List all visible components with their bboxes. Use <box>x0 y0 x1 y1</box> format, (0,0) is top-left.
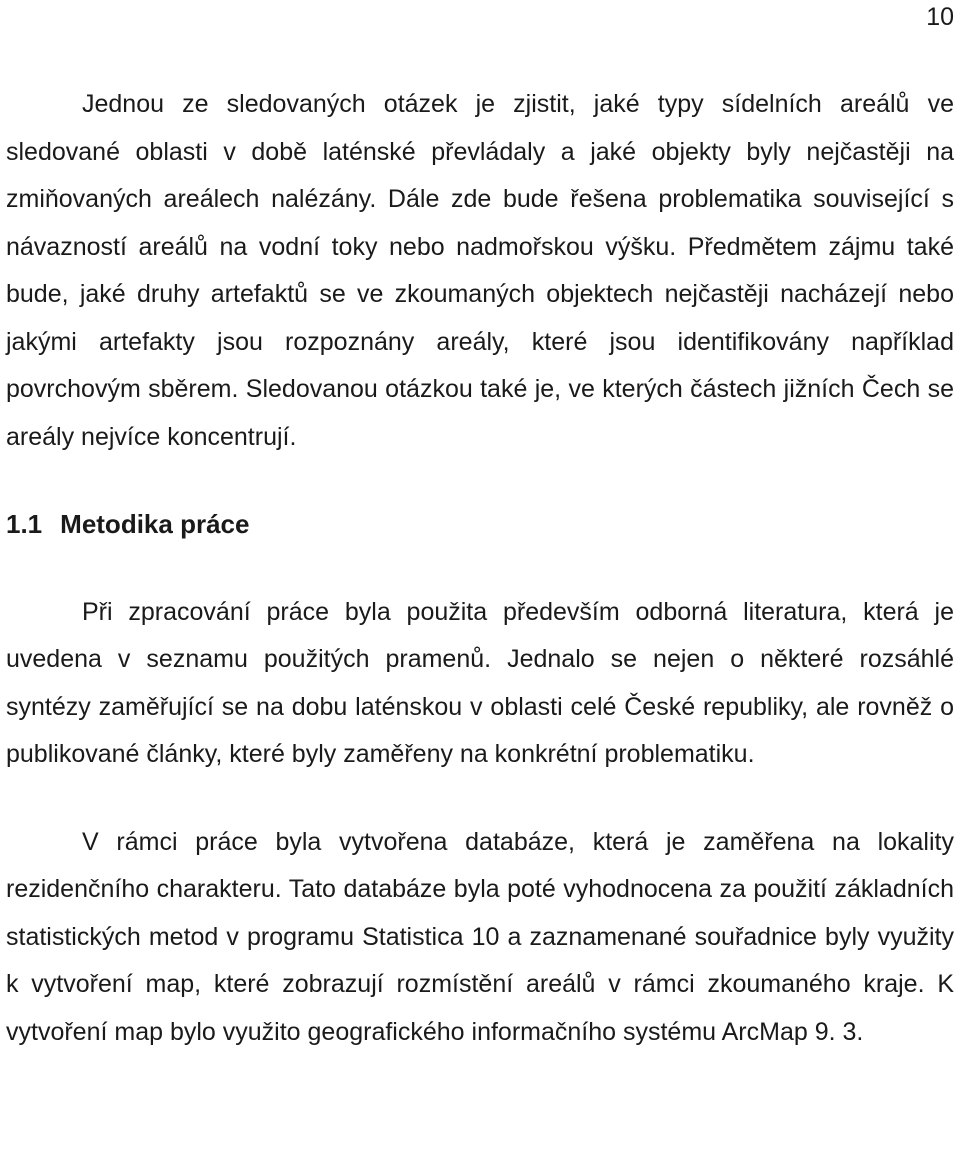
paragraph-spacer <box>6 461 954 501</box>
section-title: Metodika práce <box>60 509 250 539</box>
section-heading <box>6 501 954 549</box>
paragraph-spacer <box>6 549 954 589</box>
document-body <box>6 81 954 1056</box>
paragraph-method-database: V rámci práce byla vytvořena databáze, která je zaměřena na lokality rezidenčního charakteru. Tato databáze byla poté vyhodnocena za použití základních statistických metod v programu Statistica 10 a zaznamenané souřadnice byly využity k vytvoření map, které zobrazují rozmístění areálů v rámci zkoumaného kraje. K vytvoření map bylo využito geografického informačního systému ArcMap 9. 3. <box>6 827 954 1046</box>
section-number: 1.1 <box>6 509 43 539</box>
paragraph-intro: Jednou ze sledovaných otázek je zjistit, jaké typy sídelních areálů ve sledované oblasti v době laténské převládaly a jaké objekty byly nejčastěji na zmiňovaných areálech nalézány. Dále zde bude řešena problematika související s návazností areálů na vodní toky nebo nadmořskou výšku. Předmětem zájmu také bude, jaké druhy artefaktů se ve zkoumaných objektech nejčastěji nacházejí nebo jakými artefakty jsou rozpoznány areály, které jsou identifikovány například povrchovým sběrem. Sledovanou otázkou také je, ve kterých částech jižních Čech se areály nejvíce koncentrují. <box>6 90 954 451</box>
page-number: 10 <box>926 3 954 31</box>
paragraph-method-sources: Při zpracování práce byla použita především odborná literatura, která je uvedena v seznamu použitých pramenů. Jednalo se nejen o některé rozsáhlé syntézy zaměřující se na dobu laténskou v oblasti celé České republiky, ale rovněž o publikované články, které byly zaměřeny na konkrétní problematiku. <box>6 597 954 768</box>
paragraph-spacer <box>6 779 954 819</box>
